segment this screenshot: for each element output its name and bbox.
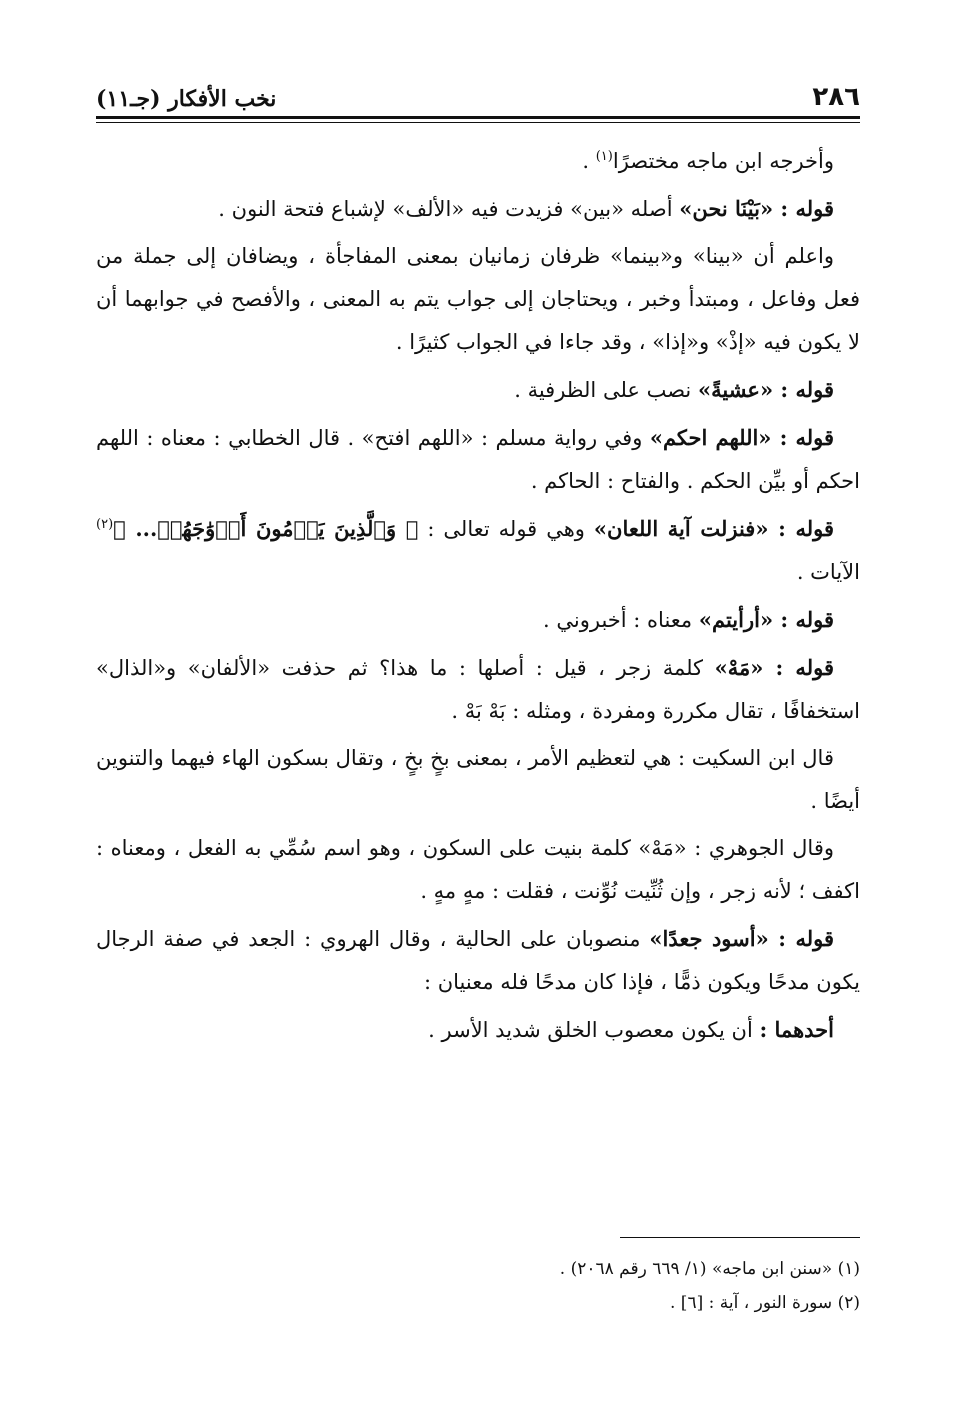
paragraph-7	[96, 598, 860, 642]
paragraph-11-text: منصوبان على الحالية ، وقال الهروي : الجعد في صفة الرجال يكون مدحًا ويكون ذمًّا ، فإذا كان مدحًا فله معنيان :	[96, 927, 860, 994]
paragraph-7-lead: قوله : «أرأيتم»	[698, 607, 834, 632]
paragraph-9	[96, 737, 860, 823]
paragraph-4-lead: قوله : «عشيةً»	[697, 377, 834, 402]
paragraph-6-text: وهي قوله تعالى :	[418, 517, 594, 541]
paragraph-12	[96, 1008, 860, 1052]
paragraph-8-text: كلمة زجر ، قيل : أصلها : ما هذا؟ ثم حذفت «الألفان» و«الذال» استخفافًا ، تقال مكررة ومفردة ، ومثله : بَهْ بَهْ .	[96, 656, 860, 723]
header-rule-thick	[96, 116, 860, 119]
footnote-ref-1[interactable]: (١)	[595, 149, 613, 164]
quran-verse: ﴿ وَٱلَّذِينَ يَرۡمُونَ أَزۡوَٰجَهُمۡ... ﴾	[113, 516, 419, 541]
paragraph-1	[96, 140, 860, 183]
paragraph-2-text: أصله «بين» فزيدت فيه «الألف» لإشباع فتحة النون .	[218, 197, 680, 221]
paragraph-9-text: قال ابن السكيت : هي لتعظيم الأمر ، بمعنى بخٍ بخٍ ، وتقال بسكون الهاء فيهما والتنوين أيضًا .	[96, 746, 860, 813]
paragraph-8	[96, 646, 860, 733]
paragraph-3-text: واعلم أن «بينا» و«بينما» ظرفان زمانيان بمعنى المفاجأة ، ويضافان إلى جملة من فعل وفاعل ، ومبتدأ وخبر ، ويحتاجان إلى جواب يتم به المعنى ، والأفصح في جوابهما أن لا يكون فيه «إذْ» و«إذا» ، وقد جاءا في الجواب كثيرًا .	[96, 244, 860, 354]
paragraph-10	[96, 827, 860, 913]
running-header	[96, 70, 860, 112]
footnotes	[96, 1252, 860, 1320]
paragraph-7-text: معناه : أخبروني .	[543, 608, 699, 632]
paragraph-1-text: وأخرجه ابن ماجه مختصرًا	[612, 149, 834, 173]
body-text	[96, 140, 860, 1056]
footnote-ref-2[interactable]: (٢)	[96, 517, 114, 532]
header-rule-thin	[96, 122, 860, 123]
paragraph-12-text: أن يكون معصوب الخلق شديد الأسر .	[428, 1018, 760, 1042]
page-number: ٢٨٦	[812, 82, 860, 112]
paragraph-2-lead: قوله : «بَيْنَا نحن»	[679, 196, 834, 221]
footnote-2: (٢) سورة النور ، آية : [٦] .	[669, 1293, 860, 1313]
book-title: نخب الأفكار (جـ١١)	[96, 86, 277, 112]
paragraph-12-lead: أحدهما :	[759, 1017, 834, 1042]
paragraph-8-lead: قوله : «مَهْ»	[714, 655, 834, 680]
paragraph-5-text: وفي رواية مسلم : «اللهم افتح» . قال الخطابي : معناه : اللهم احكم أو بيِّن الحكم . والفتاح : الحاكم .	[96, 426, 860, 493]
paragraph-3	[96, 235, 860, 364]
paragraph-6-end: الآيات .	[796, 560, 860, 584]
footnote-separator	[620, 1237, 860, 1238]
paragraph-4-text: نصب على الظرفية .	[514, 378, 698, 402]
paragraph-4	[96, 368, 860, 412]
paragraph-6	[96, 507, 860, 594]
paragraph-5-lead: قوله : «اللهم احكم»	[649, 425, 834, 450]
paragraph-1-end: .	[582, 149, 596, 173]
paragraph-2	[96, 187, 860, 231]
paragraph-10-text: وقال الجوهري : «مَهْ» كلمة بنيت على السكون ، وهو اسم سُمِّي به الفعل ، ومعناه : اكفف ؛ لأنه زجر ، وإن ثُنِّيت نُوِّنت ، فقلت : مهٍ مهٍ .	[96, 836, 860, 903]
paragraph-11-lead: قوله : «أسود جعدًا»	[649, 926, 834, 951]
footnote-1: (١) «سنن ابن ماجه» (١/ ٦٦٩ رقم ٢٠٦٨) .	[559, 1259, 860, 1279]
paragraph-6-lead: قوله : «فنزلت آية اللعان»	[593, 516, 834, 541]
paragraph-11	[96, 917, 860, 1004]
paragraph-5	[96, 416, 860, 503]
